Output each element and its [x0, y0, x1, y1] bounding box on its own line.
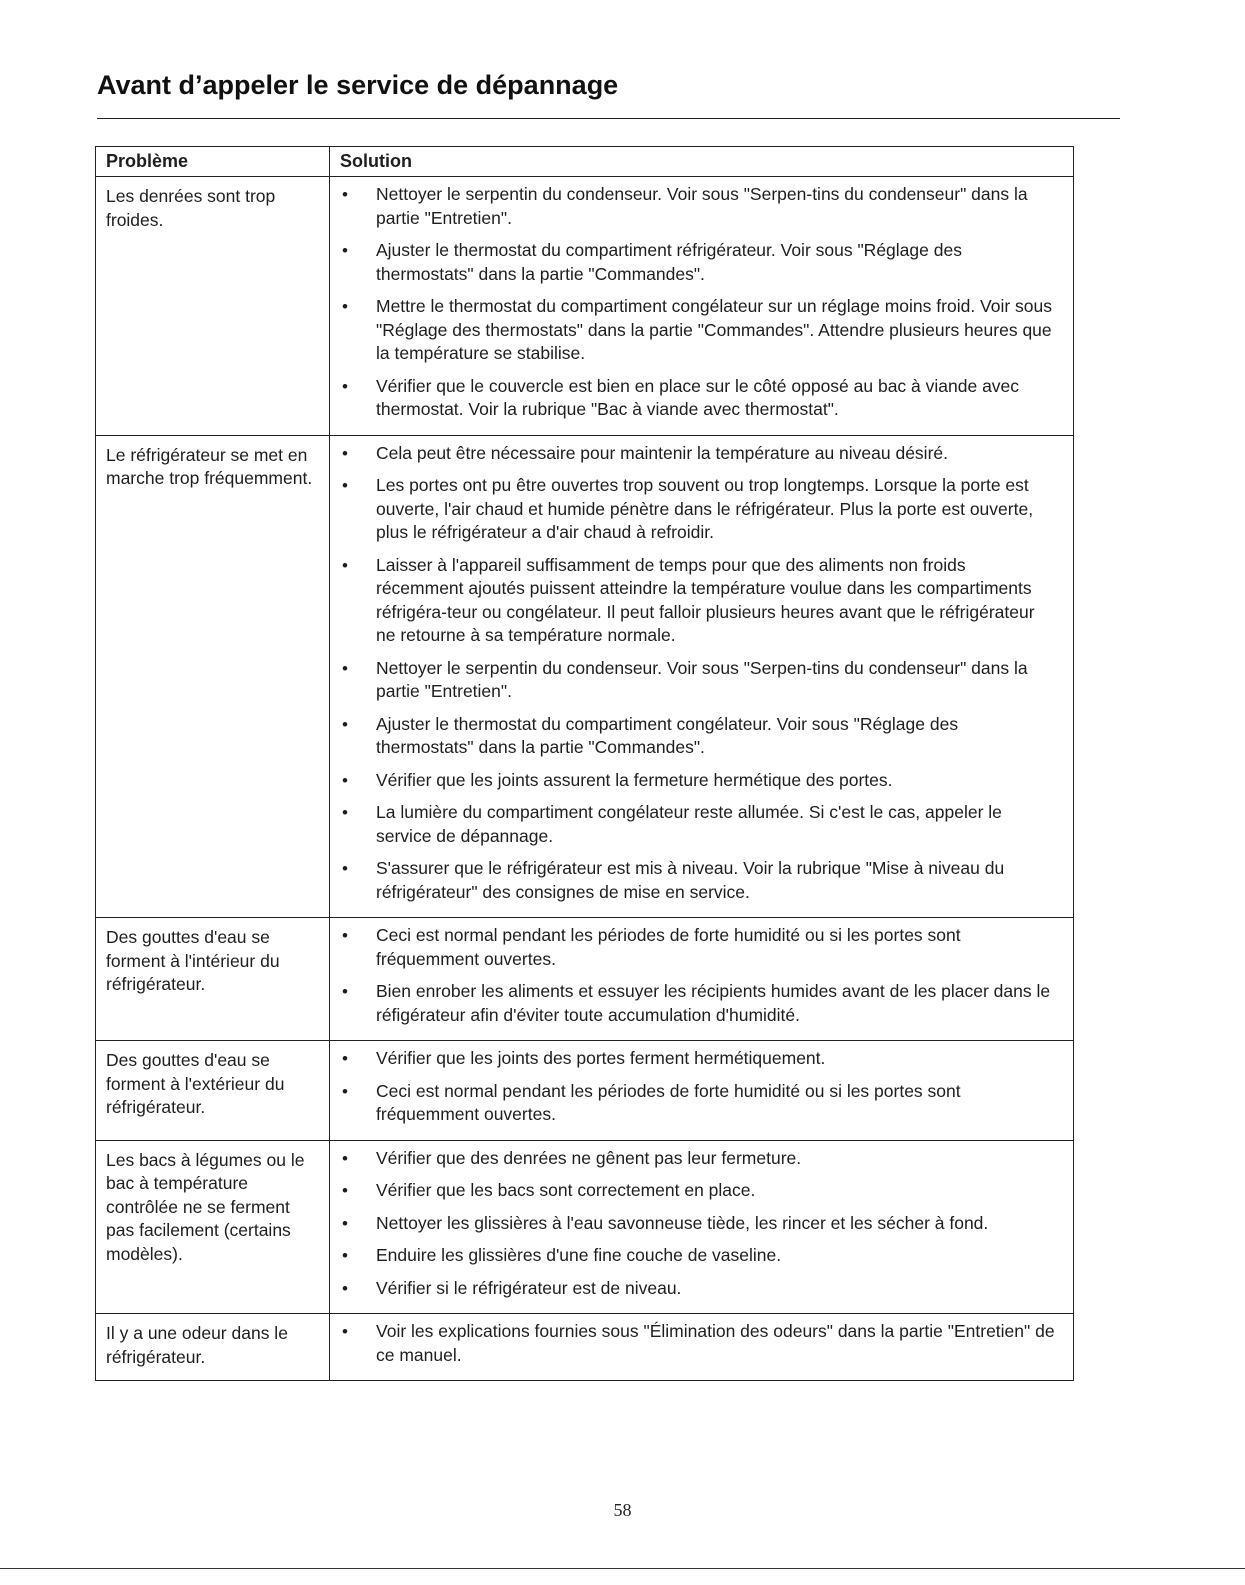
bullet-icon: • — [342, 1322, 348, 1341]
bullet-icon: • — [342, 555, 348, 575]
solution-text: Laisser à l'appareil suffisamment de temps pour que des aliments non froids récemment ajoutés puissent atteindre la température voulue dans les compartiments réfrigéra-teur ou congélateur. Il peut falloir plusieurs heures avant que le réfrigérateur ne retourne à sa température normale. — [376, 554, 1035, 645]
solution-cell — [330, 177, 1074, 436]
solution-text: Ajuster le thermostat du compartiment congélateur. Voir sous "Réglage des thermostats" dans la partie "Commandes". — [376, 713, 959, 757]
solution-list — [342, 1047, 1057, 1127]
bullet-icon: • — [342, 443, 348, 463]
bullet-icon: • — [342, 770, 348, 790]
list-item — [342, 980, 1057, 1027]
bullet-icon: • — [342, 376, 348, 396]
table-header-row — [96, 147, 1074, 177]
solution-text: Voir les explications fournies sous "Élimination des odeurs" dans la partie "Entretien" de ce manuel. — [376, 1321, 1055, 1365]
solution-list — [342, 1147, 1057, 1301]
solution-text: Ceci est normal pendant les périodes de forte humidité ou si les portes sont fréquemment ouvertes. — [376, 925, 961, 969]
list-item — [342, 1080, 1057, 1127]
solution-text: S'assurer que le réfrigérateur est mis à niveau. Voir la rubrique "Mise à niveau du réfrigérateur" des consignes de mise en service. — [376, 858, 1005, 902]
table-row — [96, 1314, 1074, 1381]
list-item — [342, 239, 1057, 286]
solution-text: Vérifier que les joints des portes ferment hermétiquement. — [376, 1048, 826, 1068]
solution-cell — [330, 435, 1074, 918]
list-item — [342, 295, 1057, 366]
solution-text: Vérifier si le réfrigérateur est de niveau. — [376, 1277, 682, 1298]
problem-cell: Le réfrigérateur se met en marche trop fréquemment. — [96, 435, 330, 918]
bullet-icon: • — [342, 185, 348, 204]
list-item — [342, 857, 1057, 904]
problem-cell: Les denrées sont trop froides. — [96, 177, 330, 436]
solution-text: Bien enrober les aliments et essuyer les récipients humides avant de les placer dans le réfigérateur afin d'éviter toute accumulation d'humidité. — [376, 981, 1051, 1025]
title-divider — [97, 118, 1120, 119]
bullet-icon: • — [342, 1081, 348, 1101]
list-item — [342, 769, 1057, 793]
bullet-icon: • — [342, 241, 348, 260]
page-number: 58 — [613, 1500, 632, 1520]
bullet-icon: • — [342, 1213, 348, 1233]
list-item — [342, 442, 1057, 466]
troubleshooting-table — [95, 146, 1074, 1381]
solution-text: Ceci est normal pendant les périodes de forte humidité ou si les portes sont fréquemment ouvertes. — [376, 1080, 961, 1124]
solution-text: Vérifier que des denrées ne gênent pas leur fermeture. — [376, 1147, 802, 1168]
bullet-icon: • — [342, 658, 348, 678]
problem-cell: Il y a une odeur dans le réfrigérateur. — [96, 1314, 330, 1381]
list-item — [342, 801, 1057, 848]
solution-cell — [330, 918, 1074, 1041]
list-item — [342, 1320, 1057, 1367]
solution-text: Les portes ont pu être ouvertes trop souvent ou trop longtemps. Lorsque la porte est ouverte, l'air chaud et humide pénètre dans le réfrigérateur. Plus la porte est ouverte, plus le réfrigérateur a d'air chaud à refroidir. — [376, 475, 1034, 542]
solution-list — [342, 924, 1057, 1027]
solution-text: La lumière du compartiment congélateur reste allumée. Si c'est le cas, appeler le service de dépannage. — [376, 802, 1002, 846]
solution-text: Nettoyer le serpentin du condenseur. Voir sous "Serpen-tins du condenseur" dans la partie "Entretien". — [376, 184, 1028, 228]
solution-cell — [330, 1140, 1074, 1314]
solution-text: Cela peut être nécessaire pour maintenir la température au niveau désiré. — [376, 442, 948, 463]
table-row — [96, 918, 1074, 1041]
problem-cell: Des gouttes d'eau se forment à l'extérieur du réfrigérateur. — [96, 1041, 330, 1141]
list-item — [342, 924, 1057, 971]
list-item — [342, 657, 1057, 704]
page-title: Avant d’appeler le service de dépannage — [97, 70, 619, 100]
problem-column-header: Problème — [96, 147, 330, 177]
bullet-icon: • — [342, 926, 348, 945]
list-item — [342, 1212, 1057, 1236]
bullet-icon: • — [342, 1148, 348, 1168]
list-item — [342, 474, 1057, 545]
list-item — [342, 1277, 1057, 1301]
solution-text: Nettoyer le serpentin du condenseur. Voir sous "Serpen-tins du condenseur" dans la partie "Entretien". — [376, 657, 1028, 701]
solution-list — [342, 442, 1057, 905]
problem-cell: Les bacs à légumes ou le bac à température contrôlée ne se ferment pas facilement (certains modèles). — [96, 1140, 330, 1314]
bullet-icon: • — [342, 476, 348, 495]
bullet-icon: • — [342, 803, 348, 822]
bullet-icon: • — [342, 1181, 348, 1200]
solution-text: Mettre le thermostat du compartiment congélateur sur un réglage moins froid. Voir sous "Réglage des thermostats" dans la partie "Commandes". Attendre plusieurs heures que la température se stabilise. — [376, 296, 1053, 363]
bullet-icon: • — [342, 859, 348, 878]
solution-column-header: Solution — [330, 147, 1074, 177]
solution-cell — [330, 1041, 1074, 1141]
list-item — [342, 375, 1057, 422]
table-row — [96, 1041, 1074, 1141]
solution-text: Nettoyer les glissières à l'eau savonneuse tiède, les rincer et les sécher à fond. — [376, 1212, 989, 1233]
solution-list — [342, 1320, 1057, 1367]
bullet-icon: • — [342, 1278, 348, 1298]
bottom-divider — [0, 1568, 1245, 1569]
bullet-icon: • — [342, 1246, 348, 1265]
problem-cell: Des gouttes d'eau se forment à l'intérieur du réfrigérateur. — [96, 918, 330, 1041]
solution-text: Vérifier que les joints assurent la fermeture hermétique des portes. — [376, 769, 893, 790]
solution-list — [342, 183, 1057, 422]
list-item — [342, 1147, 1057, 1171]
list-item — [342, 1047, 1057, 1071]
table-row — [96, 177, 1074, 436]
bullet-icon: • — [342, 982, 348, 1001]
table-row — [96, 435, 1074, 918]
list-item — [342, 1179, 1057, 1203]
list-item — [342, 1244, 1057, 1268]
solution-text: Ajuster le thermostat du compartiment réfrigérateur. Voir sous "Réglage des thermostats" dans la partie "Commandes". — [376, 240, 962, 284]
solution-text: Vérifier que les bacs sont correctement en place. — [376, 1180, 756, 1200]
bullet-icon: • — [342, 1049, 348, 1068]
list-item — [342, 183, 1057, 230]
bullet-icon: • — [342, 297, 348, 316]
solution-text: Enduire les glissières d'une fine couche de vaseline. — [376, 1245, 782, 1265]
table-row — [96, 1140, 1074, 1314]
list-item — [342, 713, 1057, 760]
list-item — [342, 554, 1057, 648]
solution-text: Vérifier que le couvercle est bien en place sur le côté opposé au bac à viande avec thermostat. Voir la rubrique "Bac à viande avec thermostat". — [376, 375, 1020, 419]
solution-cell — [330, 1314, 1074, 1381]
bullet-icon: • — [342, 714, 348, 734]
